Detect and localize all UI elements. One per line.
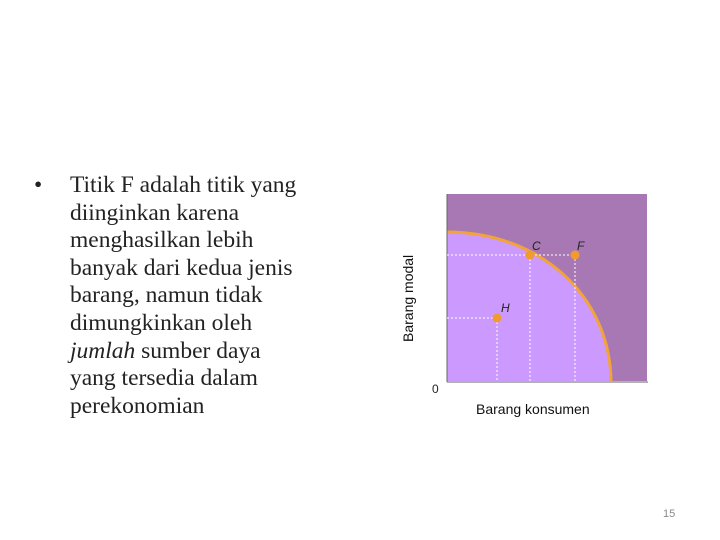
bullet-line: perekonomian bbox=[70, 392, 205, 419]
ppf-diagram bbox=[420, 186, 652, 396]
bullet-line: menghasilkan lebih bbox=[70, 227, 254, 254]
bullet-line: barang, namun tidak bbox=[70, 282, 263, 309]
x-axis-label: Barang konsumen bbox=[476, 401, 590, 417]
bullet-line: Titik F adalah titik yang bbox=[70, 172, 297, 198]
italic-word: jumlah bbox=[70, 337, 136, 364]
y-axis-label: Barang modal bbox=[400, 254, 416, 342]
bullet-line: diinginkan karena bbox=[70, 199, 240, 226]
bullet-line-7-rest: sumber daya bbox=[135, 337, 261, 364]
label-c: C bbox=[532, 239, 541, 253]
label-h: H bbox=[501, 301, 510, 315]
bullet-symbol: • bbox=[34, 172, 43, 198]
bullet-line: banyak dari kedua jenis bbox=[70, 254, 293, 281]
bullet-line: yang tersedia dalam bbox=[70, 365, 258, 392]
bullet-text bbox=[34, 172, 354, 420]
label-f: F bbox=[577, 239, 585, 253]
bullet-line-7 bbox=[70, 338, 354, 366]
page-number: 15 bbox=[663, 508, 676, 520]
origin-label: 0 bbox=[432, 382, 439, 396]
bullet-line: dimungkinkan oleh bbox=[70, 309, 253, 336]
